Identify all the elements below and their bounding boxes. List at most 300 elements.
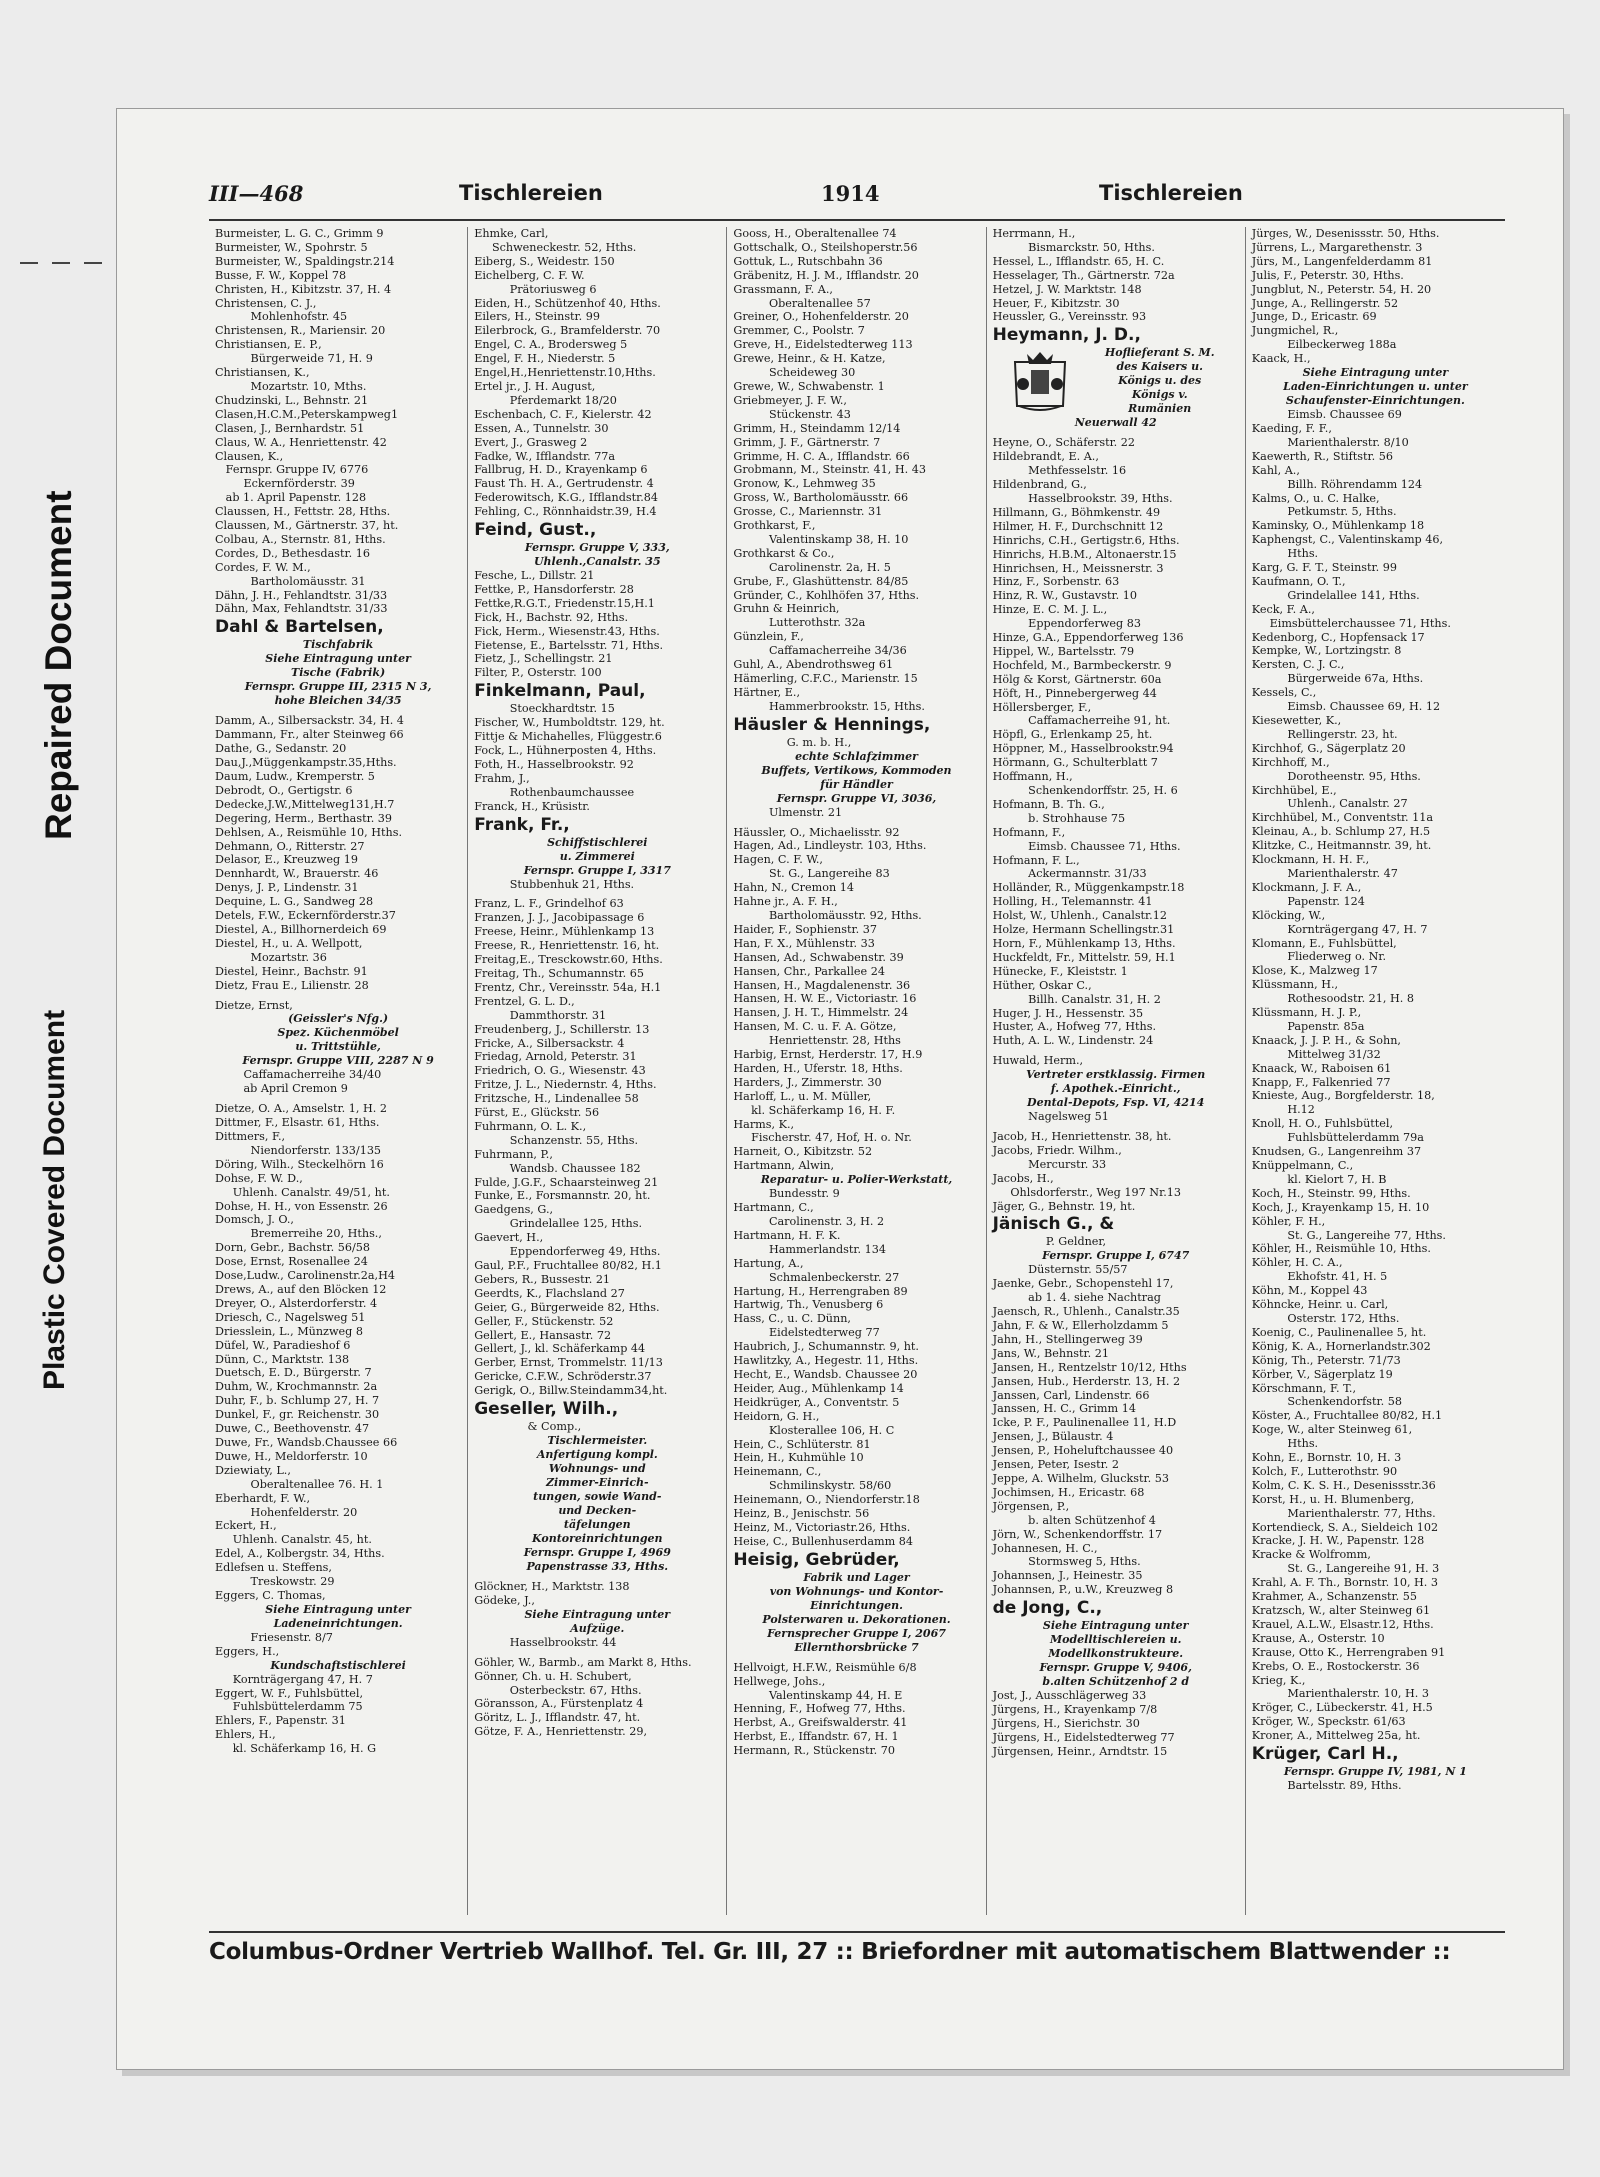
listing-entry: Heuer, F., Kibitzstr. 30	[992, 296, 1120, 310]
listing-entry: Treskowstr. 29	[215, 1575, 335, 1589]
listing-entry: Bürgerweide 71, H. 9	[215, 352, 373, 366]
listing-entry: Kroner, A., Mittelweg 25a, ht.	[1251, 1729, 1421, 1743]
listing-entry: Kirchhübel, M., Conventstr. 11a	[1251, 811, 1434, 825]
listing-entry: Bundesstr. 9	[733, 1187, 840, 1201]
listing-entry: Hünecke, F., Kleiststr. 1	[992, 964, 1128, 978]
listing-entry: Valentinskamp 44, H. E	[733, 1688, 903, 1702]
listing-entry: Junge, A., Rellingerstr. 52	[1251, 296, 1399, 310]
listing-entry: Frentzel, G. L. D.,	[474, 994, 575, 1008]
listing-entry: Dreyer, O., Alsterdorferstr. 4	[215, 1296, 378, 1310]
listing-entry: Debrodt, O., Gertigstr. 6	[215, 783, 353, 797]
listing-entry: Driesslein, L., Münzweg 8	[215, 1324, 363, 1338]
listing-entry: Hermann, R., Stückenstr. 70	[733, 1744, 895, 1758]
listing-entry: Janssen, H. C., Grimm 14	[992, 1402, 1136, 1416]
listing-entry: Fallbrug, H. D., Krayenkamp 6	[474, 463, 648, 477]
listing-entry: Heinz, B., Jenischstr. 56	[733, 1507, 870, 1521]
listing-entry: Johannesen, H. C.,	[992, 1541, 1098, 1555]
listing-entry: Carolinenstr. 3, H. 2	[733, 1215, 885, 1228]
listing-entry: Eckert, H.,	[215, 1519, 277, 1533]
listing-entry: Hofmann, F. L.,	[992, 853, 1080, 867]
listing-entry: Jürgens, H., Krayenkamp 7/8	[992, 1703, 1158, 1717]
listing-entry: Oberaltenallee 76. H. 1	[215, 1477, 384, 1491]
listing-entry: Göransson, A., Fürstenplatz 4	[474, 1697, 644, 1711]
listing-entry: Kempke, W., Lortzingstr. 8	[1251, 644, 1402, 658]
listing-entry: ab 1. April Papenstr. 128	[215, 491, 367, 505]
listing-entry: H.12	[1251, 1103, 1315, 1117]
listing-entry: Prätoriusweg 6	[474, 282, 597, 296]
listing-entry: Huger, J. H., Hessenstr. 35	[992, 1006, 1144, 1020]
listing-entry: Freitag,E., Tresckowstr.60, Hths.	[474, 953, 663, 967]
listing-entry: Grobmann, M., Steinstr. 41, H. 43	[733, 463, 926, 477]
listing-entry: Jörgensen, P.,	[992, 1499, 1070, 1513]
listing-entry: Köhn, M., Koppel 43	[1251, 1284, 1368, 1298]
listing-entry: Krieg, K.,	[1251, 1673, 1306, 1687]
listing-entry: Eichelberg, C. F. W.	[474, 268, 585, 282]
listing-entry: Jürges, W., Desenissstr. 50, Hths.	[1251, 227, 1440, 240]
listing-entry: Klüssmann, H. J. P.,	[1251, 1006, 1362, 1020]
listing-entry: Hansen, J. H. T., Himmelstr. 24	[733, 1006, 909, 1020]
listing-entry: Haider, F., Sophienstr. 37	[733, 922, 877, 936]
listing-entry: Kornträgergang 47, H. 7	[1251, 922, 1428, 936]
listing-entry: Kaufmann, O. T.,	[1251, 574, 1346, 588]
advertisement-line: täfelungen	[563, 1517, 631, 1531]
listing-entry: Götze, F. A., Henriettenstr. 29,	[474, 1725, 648, 1739]
advertisement-line: Papenstrasse 33, Hths.	[526, 1559, 669, 1573]
listing-entry: Jürs, M., Langenfelderdamm 81	[1251, 254, 1433, 268]
listing-entry: Körber, V., Sägerplatz 19	[1251, 1367, 1393, 1381]
firm-heading: Feind, Gust.,	[474, 520, 597, 541]
firm-heading: Häusler & Hennings,	[733, 714, 931, 735]
listing-entry: Klosterallee 106, H. C	[733, 1423, 895, 1437]
listing-entry: Foth, H., Hasselbrookstr. 92	[474, 757, 634, 771]
listing-entry: Osterstr. 172, Hths.	[1251, 1311, 1400, 1325]
listing-entry: Damm, A., Silbersackstr. 34, H. 4	[215, 714, 404, 728]
listing-entry: Jahn, F. & W., Ellerholzdamm 5	[992, 1319, 1169, 1332]
listing-entry: Griebmeyer, J. F. W.,	[733, 393, 847, 407]
listing-entry: Hartmann, Alwin,	[733, 1159, 835, 1173]
listing-entry: König, K. A., Hornerlandstr.302	[1251, 1339, 1431, 1353]
listing-entry: Duetsch, E. D., Bürgerstr. 7	[215, 1366, 372, 1380]
listing-entry: Henning, F., Hofweg 77, Hths.	[733, 1702, 906, 1716]
listing-entry: Holländer, R., Müggenkampstr.18	[992, 881, 1185, 895]
advertisement-line: Fernspr. Gruppe V, 9406,	[1039, 1661, 1192, 1675]
firm-heading: Jänisch G., &	[992, 1214, 1115, 1235]
listing-entry: Hinze, G.A., Eppendorferweg 136	[992, 631, 1184, 645]
listing-entry: Kahl, A.,	[1251, 463, 1300, 477]
listing-entry: Dietz, Frau E., Lilienstr. 28	[215, 978, 369, 992]
page-content	[209, 179, 1505, 2039]
listing-entry: Wandsb. Chaussee 182	[474, 1161, 641, 1175]
listing-entry: Knüppelmann, C.,	[1251, 1159, 1354, 1172]
listing-entry: Hartmann, H. F. K.	[733, 1228, 841, 1242]
listing-entry: Mohlenhofstr. 45	[215, 310, 348, 324]
listing-entry: Hämerling, C.F.C., Marienstr. 15	[733, 672, 918, 685]
listing-entry: Uhlenh., Canalstr. 27	[1251, 797, 1408, 811]
listing-entry: Grassmann, F. A.,	[733, 282, 833, 296]
listing-entry: Grothkarst, F.,	[733, 519, 816, 533]
listing-entry: Dietze, O. A., Amselstr. 1, H. 2	[215, 1102, 387, 1116]
listing-entry: Grindelallee 141, Hths.	[1251, 588, 1420, 602]
advertisement-line: Buffets, Vertikows, Kommoden	[761, 763, 952, 777]
listing-entry: Nagelsweg 51	[992, 1110, 1109, 1124]
listing-entry: Duhm, W., Krochmannstr. 2a	[215, 1380, 378, 1394]
listing-entry: Engel,H.,Henriettenstr.10,Hths.	[474, 366, 656, 380]
listing-entry: Jeppe, A. Wilhelm, Gluckstr. 53	[992, 1471, 1169, 1485]
advertisement-line: Fernspr. Gruppe I, 3317	[523, 863, 671, 877]
listing-entry: Kessels, C.,	[1251, 686, 1317, 700]
listing-entry: Christensen, R., Mariensir. 20	[215, 324, 386, 338]
listing-entry: Eilerbrock, G., Bramfelderstr. 70	[474, 324, 661, 338]
listing-entry: Friedag, Arnold, Peterstr. 31	[474, 1050, 637, 1064]
emblem-caption-line: Königs u. des	[1118, 374, 1202, 388]
listing-entry: Dennhardt, W., Brauerstr. 46	[215, 867, 379, 881]
listing-entry: Eiden, H., Schützenhof 40, Hths.	[474, 296, 661, 310]
listing-entry: Freese, R., Henriettenstr. 16, ht.	[474, 939, 660, 953]
listing-entry: Kröger, W., Speckstr. 61/63	[1251, 1715, 1406, 1729]
advertisement-line: Siehe Eintragung unter	[265, 652, 411, 666]
listing-entry: Gremmer, C., Poolstr. 7	[733, 324, 865, 338]
listing-entry: Friedrich, O. G., Wiesenstr. 43	[474, 1064, 646, 1078]
listing-entry: Knieste, Aug., Borgfelderstr. 18,	[1251, 1089, 1435, 1103]
listing-entry: Drews, A., auf den Blöcken 12	[215, 1283, 387, 1296]
listing-entry: Huth, A. L. W., Lindenstr. 24	[992, 1034, 1154, 1048]
listing-entry: Kiesewetter, K.,	[1251, 714, 1342, 727]
listing-entry: Frahm, J.,	[474, 771, 530, 785]
listing-entry: Höllersberger, F.,	[992, 700, 1092, 714]
listing-entry: Burmeister, W., Spohrstr. 5	[215, 240, 368, 254]
listing-entry: Frentz, Chr., Vereinsstr. 54a, H.1	[474, 980, 662, 994]
listing-entry: Fürst, E., Glückstr. 56	[474, 1106, 600, 1120]
listing-entry: Fadke, W., Ifflandstr. 77a	[474, 449, 616, 463]
listing-entry: Krahmer, A., Schanzenstr. 55	[1251, 1590, 1418, 1604]
listing-entry: kl. Schäferkamp 16, H. F.	[733, 1103, 896, 1117]
listing-entry: Claussen, M., Gärtnerstr. 37, ht.	[215, 519, 399, 533]
listing-entry: b. alten Schützenhof 4	[992, 1513, 1156, 1527]
listing-entry: Franz, L. F., Grindelhof 63	[474, 897, 624, 911]
listing-entry: Ulmenstr. 21	[733, 805, 843, 819]
listing-entry: Duwe, H., Meldorferstr. 10	[215, 1449, 368, 1463]
listing-entry: Hasselbrookstr. 44	[474, 1635, 617, 1649]
listing-entry: Hansen, H., Magdalenenstr. 36	[733, 978, 911, 992]
advertisement-line: Reparatur- u. Polier-Werkstatt,	[760, 1173, 953, 1187]
listing-entry: Stoeckhardtstr. 15	[474, 702, 615, 716]
listing-entry: Denys, J. P., Lindenstr. 31	[215, 881, 359, 895]
listing-entry: Hawlitzky, A., Hegestr. 11, Hths.	[733, 1354, 919, 1368]
listing-entry: Cordes, D., Bethesdastr. 16	[215, 546, 370, 560]
listing-entry: Kohn, E., Bornstr. 10, H. 3	[1251, 1451, 1402, 1465]
listing-entry: König, Th., Peterstr. 71/73	[1251, 1353, 1401, 1367]
listing-entry: Härtner, E.,	[733, 685, 800, 699]
listing-entry: Dittmers, F.,	[215, 1130, 286, 1144]
advertisement-line: Fernspr. Gruppe VIII, 2287 N 9	[242, 1054, 434, 1068]
listing-entry: Kracke, J. H. W., Papenstr. 128	[1251, 1534, 1425, 1548]
listing-entry: Hessel, L., Ifflandstr. 65, H. C.	[992, 254, 1165, 268]
margin-tick	[20, 262, 38, 264]
listing-entry: Gönner, Ch. u. H. Schubert,	[474, 1669, 632, 1683]
listing-entry: Grewe, Heinr., & H. Katze,	[733, 352, 886, 366]
listing-entry: Glöckner, H., Marktstr. 138	[474, 1579, 630, 1593]
listing-entry: Fuhlsbüttelerdamm 75	[215, 1700, 363, 1714]
listing-entry: Hansen, M. C. u. F. A. Götze,	[733, 1020, 897, 1034]
listing-entry: Kirchhoff, M.,	[1251, 755, 1330, 769]
listing-entry: Caffamacherreihe 34/36	[733, 644, 907, 658]
advertisement-line: Ellernthorsbrücke 7	[794, 1640, 919, 1654]
listing-entry: Grimm, H., Steindamm 12/14	[733, 421, 901, 435]
listing-entry: Klockmann, H. H. F.,	[1251, 853, 1370, 867]
advertisement-footer: Columbus-Ordner Vertrieb Wallhof. Tel. Gr. III, 27 :: Briefordner mit automatischem Blattwender ::	[209, 1931, 1505, 1965]
listing-entry: Kornträgergang 47, H. 7	[215, 1672, 373, 1686]
listing-entry: Düsternstr. 55/57	[992, 1263, 1128, 1277]
listing-entry: Heidkrüger, A., Conventstr. 5	[733, 1395, 900, 1409]
listing-entry: Fritze, J. L., Niedernstr. 4, Hths.	[474, 1078, 657, 1092]
listing-entry: Hartmann, C.,	[733, 1201, 814, 1215]
listing-entry: ab 1. 4. siehe Nachtrag	[992, 1291, 1161, 1305]
listing-entry: Hansen, Ad., Schwabenstr. 39	[733, 950, 904, 964]
listing-entry: Hths.	[1251, 1437, 1319, 1451]
listing-entry: Schenkendorffstr. 25, H. 6	[992, 784, 1178, 797]
listing-entry: Eimsbüttelerchaussee 71, Hths.	[1251, 616, 1451, 630]
listing-entry: Clasen, J., Bernhardstr. 51	[215, 421, 365, 435]
listing-entry: Eimsb. Chaussee 69	[1251, 408, 1402, 422]
listing-entry: Eilbeckerweg 188a	[1251, 338, 1397, 352]
listing-entry: Mozartstr. 36	[215, 950, 327, 964]
listing-entry: Hansen, Chr., Parkallee 24	[733, 964, 885, 978]
listing-entry: Ohlsdorferstr., Weg 197 Nr.13	[992, 1185, 1181, 1199]
listing-entry: Kratzsch, W., alter Steinweg 61	[1251, 1604, 1431, 1617]
listing-entry: Klomann, E., Fuhlsbüttel,	[1251, 936, 1397, 950]
listing-entry: Heinemann, O., Niendorferstr.18	[733, 1493, 920, 1507]
listing-entry: Johannsen, J., Heinestr. 35	[992, 1569, 1143, 1583]
listing-entry: Gaedgens, G.,	[474, 1203, 554, 1217]
listing-entry: Hagen, Ad., Lindleystr. 103, Hths.	[733, 839, 927, 853]
listing-entry: Krause, A., Osterstr. 10	[1251, 1631, 1385, 1645]
listing-entry: Eppendorferweg 49, Hths.	[474, 1245, 661, 1259]
listing-entry: Essen, A., Tunnelstr. 30	[474, 421, 609, 435]
listing-entry: Gottschalk, O., Steilshoperstr.56	[733, 240, 918, 254]
listing-entry: Gaevert, H.,	[474, 1231, 544, 1245]
directory-page	[116, 108, 1564, 2070]
listing-entry: Stormsweg 5, Hths.	[992, 1555, 1141, 1569]
listing-entry: Hohenfelderstr. 20	[215, 1505, 358, 1519]
listing-entry: Stubbenhuk 21, Hths.	[474, 877, 635, 891]
advertisement-line: Fernsprecher Gruppe I, 2067	[767, 1626, 946, 1640]
listing-entry: Hahn, N., Cremon 14	[733, 881, 854, 895]
listing-entry: Papenstr. 124	[1251, 894, 1365, 908]
listing-entry: Bremerreihe 20, Hths.,	[215, 1227, 382, 1241]
listing-entry: Knudsen, G., Langenreihm 37	[1251, 1145, 1422, 1159]
listing-entry: Dünn, C., Marktstr. 138	[215, 1352, 350, 1366]
listing-entry: Degering, Herm., Berthastr. 39	[215, 811, 393, 825]
listing-entry: Gottuk, L., Rutschbahn 36	[733, 254, 883, 268]
advertisement-line: Uhlenh.,Canalstr. 35	[533, 555, 661, 569]
listing-entry: Fietense, E., Bartelsstr. 71, Hths.	[474, 638, 664, 652]
listing-entry: Hartung, A.,	[733, 1256, 804, 1270]
listing-entry: Geier, G., Bürgerweide 82, Hths.	[474, 1300, 660, 1314]
advertisement-line: Kontoreinrichtungen	[532, 1531, 663, 1545]
listing-entry: Dietze, Ernst,	[215, 998, 293, 1012]
listing-entry: Fliederweg o. Nr.	[1251, 950, 1387, 964]
listing-entry: Harbig, Ernst, Herderstr. 17, H.9	[733, 1048, 923, 1062]
listing-entry: Gerigk, O., Billw.Steindamm34,ht.	[474, 1384, 668, 1398]
listing-entry: Dedecke,J.W.,Mittelweg131,H.7	[215, 797, 395, 811]
listing-entry: Jürgens, H., Sierichstr. 30	[992, 1716, 1140, 1730]
listing-entry: Hofmann, F.,	[992, 825, 1066, 839]
listing-entry: Osterbeckstr. 67, Hths.	[474, 1683, 642, 1697]
advertisement-line: Fernspr. Gruppe III, 2315 N 3,	[244, 680, 432, 694]
listing-entry: Köster, A., Fruchtallee 80/82, H.1	[1251, 1409, 1443, 1423]
listing-entry: Henriettenstr. 28, Hths	[733, 1034, 901, 1048]
listing-entry: Bartholomäusstr. 31	[215, 574, 366, 588]
advertisement-line: Fernspr. Gruppe I, 4969	[523, 1545, 671, 1559]
listing-entry: Diestel, Heinr., Bachstr. 91	[215, 964, 368, 978]
listing-entry: Koch, J., Krayenkamp 15, H. 10	[1251, 1200, 1430, 1214]
listing-entry: Dähn, Max, Fehlandtstr. 31/33	[215, 602, 388, 616]
listing-entry: Caffamacherreihe 34/40	[215, 1068, 382, 1082]
listing-entry: Krauel, A.L.W., Elsastr.12, Hths.	[1251, 1617, 1434, 1631]
listing-entry: Hellvoigt, H.F.W., Reismühle 6/8	[733, 1660, 917, 1674]
listing-entry: Fittje & Michahelles, Flüggestr.6	[474, 730, 662, 744]
listing-entry: Hass, C., u. C. Dünn,	[733, 1312, 851, 1326]
advertisement-line: Modellkonstrukteure.	[1048, 1647, 1184, 1661]
section-title-left: Tischlereien	[459, 181, 603, 205]
listing-entry: Rothesoodstr. 21, H. 8	[1251, 992, 1415, 1006]
listing-entry: Hellwege, Johs.,	[733, 1674, 826, 1688]
listing-entry: Busse, F. W., Koppel 78	[215, 268, 347, 282]
listing-entry: Hoffmann, H.,	[992, 770, 1073, 784]
listing-entry: Faust Th. H. A., Gertrudenstr. 4	[474, 477, 654, 491]
listing-entry: Hansen, H. W. E., Victoriastr. 16	[733, 992, 917, 1006]
advertisement-line: Siehe Eintragung unter	[1042, 1619, 1189, 1633]
listing-entry: Marienthalerstr. 47	[1251, 866, 1398, 880]
listing-entry: Dehlsen, A., Reismühle 10, Hths.	[215, 825, 403, 839]
listing-entry: b. Strohhause 75	[992, 811, 1126, 825]
listing-entry: Dorotheenstr. 95, Hths.	[1251, 769, 1421, 783]
listing-entry: Hein, H., Kuhmühle 10	[733, 1451, 864, 1465]
listing-entry: Fuhlsbüttelerdamm 79a	[1251, 1131, 1424, 1145]
listing-entry: Heyne, O., Schäferstr. 22	[992, 436, 1136, 450]
listing-entry: Dose, Ernst, Rosenallee 24	[215, 1255, 368, 1269]
listing-entry: Mittelweg 31/32	[1251, 1047, 1381, 1061]
listing-entry: Ehlers, F., Papenstr. 31	[215, 1714, 346, 1728]
listing-entry: Fischerstr. 47, Hof, H. o. Nr.	[733, 1131, 912, 1145]
advertisement-line: u. Zimmerei	[559, 849, 635, 863]
listing-entry: Kaewerth, R., Stiftstr. 56	[1251, 449, 1393, 463]
listing-entry: Eggert, W. F., Fuhlsbüttel,	[215, 1686, 364, 1700]
listing-entry: Uhlenh. Canalstr. 45, ht.	[215, 1533, 372, 1547]
listing-entry: Hahne jr., A. F. H.,	[733, 895, 838, 909]
listing-entry: Gerber, Ernst, Trommelstr. 11/13	[474, 1356, 663, 1370]
advertisement-line: hohe Bleichen 34/35	[274, 694, 402, 708]
listing-entry: kl. Schäferkamp 16, H. G	[215, 1742, 377, 1756]
listing-entry: Gellert, J., kl. Schäferkamp 44	[474, 1342, 646, 1356]
listing-entry: Hüther, Oskar C.,	[992, 978, 1092, 992]
listing-entry: Caffamacherreihe 91, ht.	[992, 714, 1171, 728]
listing-entry: Diestel, A., Billhornerdeich 69	[215, 922, 387, 936]
listing-entry: Gaul, P.F., Fruchtallee 80/82, H.1	[474, 1259, 662, 1272]
listing-entry: Grosse, C., Mariennstr. 31	[733, 505, 883, 519]
advertisement-line: Fernspr. Gruppe VI, 3036,	[776, 791, 937, 805]
listing-entry: Hartwig, Th., Venusberg 6	[733, 1298, 884, 1312]
advertisement-line: Laden-Einrichtungen u. unter	[1283, 380, 1468, 394]
listing-entry: Edel, A., Kolbergstr. 34, Hths.	[215, 1547, 385, 1561]
listing-entry: Edlefsen u. Steffens,	[215, 1561, 332, 1575]
margin-tick	[84, 262, 102, 264]
listing-entry: Fick, H., Bachstr. 92, Hths.	[474, 610, 629, 624]
listing-entry: Bartholomäusstr. 92, Hths.	[733, 908, 922, 922]
advertisement-line: Anfertigung kompl.	[536, 1447, 658, 1461]
listing-entry: Valentinskamp 38, H. 10	[733, 532, 909, 546]
listing-entry: St. G., Langereihe 83	[733, 867, 890, 881]
listing-column	[1246, 227, 1505, 1915]
listing-entry: Janssen, Carl, Lindenstr. 66	[992, 1388, 1150, 1402]
listing-entry: Ertel jr., J. H. August,	[474, 379, 596, 393]
listing-entry: Carolinenstr. 2a, H. 5	[733, 560, 891, 574]
listing-entry: Dau,J.,Müggenkampstr.35,Hths.	[215, 756, 397, 770]
advertisement-line: Siehe Eintragung unter	[524, 1607, 671, 1621]
listing-entry: Harders, J., Zimmerstr. 30	[733, 1075, 882, 1089]
advertisement-line: Ladeneinrichtungen.	[273, 1616, 403, 1630]
listing-entry: Höpfl, G., Erlenkamp 25, ht.	[992, 728, 1153, 742]
listing-entry: Grothkarst & Co.,	[733, 546, 835, 560]
listing-entry: Fuhrmann, O. L. K.,	[474, 1119, 587, 1133]
listing-entry: Eberhardt, F. W.,	[215, 1491, 311, 1505]
listing-entry: Marienthalerstr. 8/10	[1251, 435, 1409, 449]
listing-entry: Hilmer, H. F., Durchschnitt 12	[992, 519, 1164, 533]
listing-entry: Chudzinski, L., Behnstr. 21	[215, 393, 369, 407]
listing-entry: Hinze, E. C. M. J. L.,	[992, 603, 1108, 617]
listing-entry: Delasor, E., Kreuzweg 19	[215, 853, 358, 867]
listing-entry: Heise, C., Bullenhuserdamm 84	[733, 1534, 914, 1548]
listing-entry: Dohse, F. W. D.,	[215, 1171, 303, 1185]
listing-entry: Fuhrmann, P.,	[474, 1147, 553, 1161]
listing-entry: Heinz, M., Victoriastr.26, Hths.	[733, 1520, 911, 1534]
listing-entry: Junge, D., Ericastr. 69	[1251, 310, 1377, 324]
listing-entry: Karg, G. F. T., Steinstr. 99	[1251, 561, 1397, 575]
listing-entry: Eimsb. Chaussee 71, Hths.	[992, 839, 1181, 853]
listing-entry: Evert, J., Grasweg 2	[474, 435, 588, 449]
listing-entry: Krebs, O. E., Rostockerstr. 36	[1251, 1659, 1420, 1673]
listing-entry: Schmalenbeckerstr. 27	[733, 1270, 900, 1284]
listing-entry: Knaack, J. J. P. H., & Sohn,	[1251, 1033, 1401, 1047]
listing-entry: Gödeke, J.,	[474, 1593, 535, 1607]
listing-entry: Hammerbrookstr. 15, Hths.	[733, 699, 925, 713]
listing-entry: Scheideweg 30	[733, 366, 856, 380]
firm-heading: Geseller, Wilh.,	[474, 1399, 619, 1420]
listing-entry: Jörn, W., Schenkendorffstr. 17	[992, 1527, 1163, 1541]
listing-entry: Schweneckestr. 52, Hths.	[474, 240, 637, 254]
listing-entry: Jensen, Peter, Isestr. 2	[992, 1458, 1119, 1472]
listing-entry: Grindelallee 125, Hths.	[474, 1217, 643, 1231]
listing-entry: Hinz, F., Sorbenstr. 63	[992, 575, 1120, 589]
listing-entry: Huster, A., Hofweg 77, Hths.	[992, 1020, 1157, 1034]
listing-entry: Niendorferstr. 133/135	[215, 1143, 382, 1157]
listing-entry: Harms, K.,	[733, 1117, 795, 1131]
listing-entry: Gellert, E., Hansastr. 72	[474, 1328, 612, 1342]
listing-entry: Gericke, C.F.W., Schröderstr.37	[474, 1370, 652, 1384]
listing-entry: Grimme, H. C. A., Ifflandstr. 66	[733, 449, 910, 463]
listing-entry: Kracke & Wolfromm,	[1251, 1548, 1371, 1562]
listing-entry: Hildenbrand, G.,	[992, 478, 1087, 492]
listing-entry: Uhlenh. Canalstr. 49/51, ht.	[215, 1185, 390, 1199]
firm-heading: Frank, Fr.,	[474, 814, 570, 835]
advertisement-line: Polsterwaren u. Dekorationen.	[762, 1612, 951, 1626]
listing-entry: Kaack, H.,	[1251, 352, 1311, 366]
listing-entry: Jans, W., Behnstr. 21	[992, 1346, 1109, 1360]
listing-entry: Höft, H., Pinnebergerweg 44	[992, 686, 1157, 700]
listing-column	[987, 227, 1246, 1915]
listing-entry: Pferdemarkt 18/20	[474, 393, 617, 407]
listing-entry: Köhncke, Heinr. u. Carl,	[1251, 1298, 1389, 1312]
